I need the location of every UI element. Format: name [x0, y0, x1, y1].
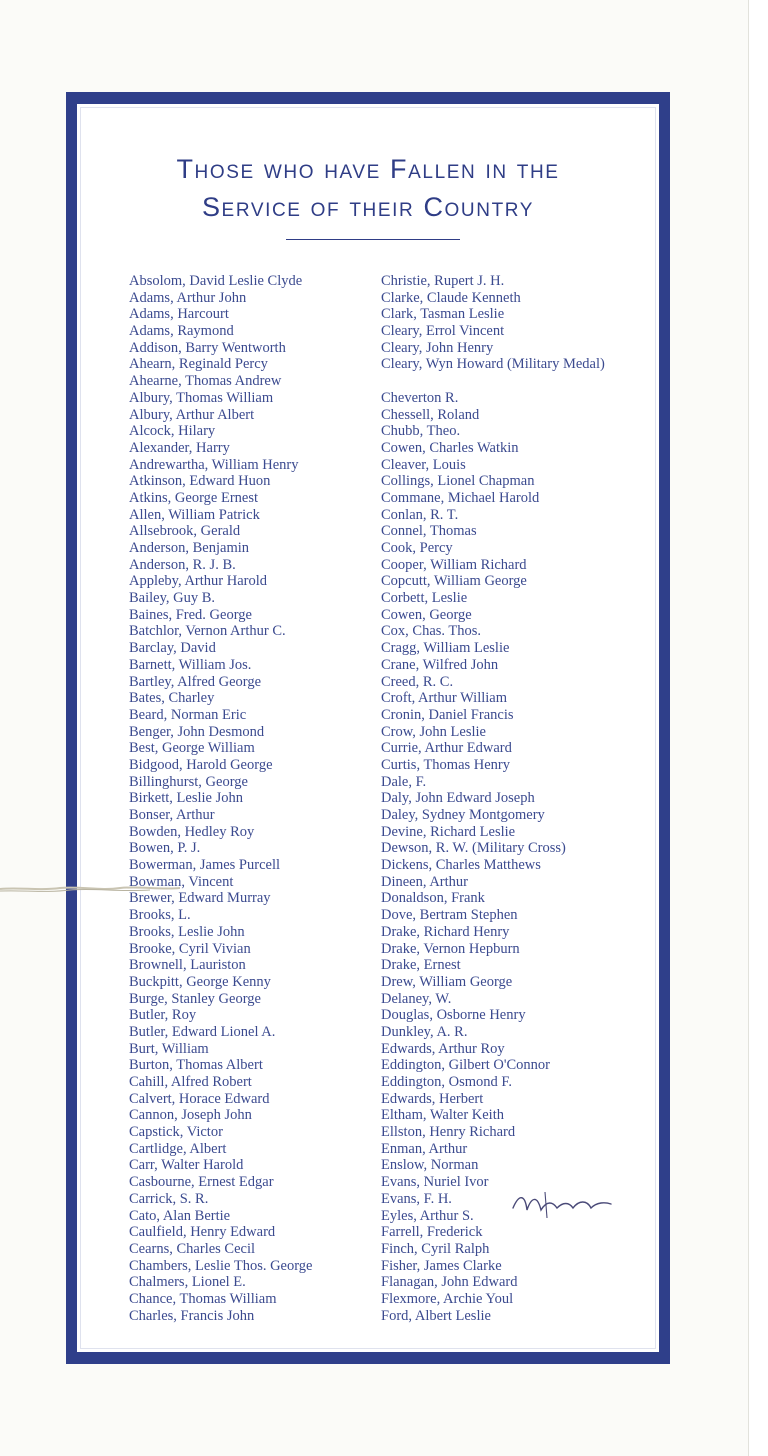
- name-entry: Douglas, Osborne Henry: [381, 1007, 526, 1024]
- name-entry: Cox, Chas. Thos.: [381, 623, 482, 640]
- name-entry: Cowen, George: [381, 606, 472, 623]
- name-entry: Cheverton R.: [381, 389, 459, 406]
- name-entry: Casbourne, Ernest Edgar: [129, 1174, 274, 1191]
- name-entry: Connel, Thomas: [381, 523, 477, 540]
- name-entry: Atkins, George Ernest: [129, 489, 258, 506]
- name-entry: Cearns, Charles Cecil: [129, 1240, 256, 1257]
- name-entry: Enslow, Norman: [381, 1157, 479, 1174]
- name-entry: Caulfield, Henry Edward: [129, 1224, 276, 1241]
- page-title: [77, 150, 659, 226]
- name-entry: Drake, Ernest: [381, 957, 461, 974]
- name-entry: Eltham, Walter Keith: [381, 1107, 504, 1124]
- name-entry: Finch, Cyril Ralph: [381, 1240, 490, 1257]
- name-entry: Charles, Francis John: [129, 1307, 255, 1324]
- memorial-border-frame: [66, 92, 670, 1364]
- name-entry: Flanagan, John Edward: [381, 1274, 518, 1291]
- name-entry: Andrewartha, William Henry: [129, 456, 299, 473]
- name-entry: Bowen, P. J.: [129, 840, 201, 857]
- name-entry: Cowen, Charles Watkin: [381, 439, 519, 456]
- name-entry: Creed, R. C.: [381, 673, 454, 690]
- title-divider: [286, 239, 460, 240]
- name-entry: Albury, Thomas William: [129, 389, 274, 406]
- names-column-left: [129, 273, 369, 1324]
- name-entry: Addison, Barry Wentworth: [129, 339, 286, 356]
- name-entry: Eddington, Osmond F.: [381, 1074, 512, 1091]
- name-entry: Chambers, Leslie Thos. George: [129, 1257, 313, 1274]
- name-entry: Cooper, William Richard: [381, 556, 527, 573]
- name-entry: Brooks, L.: [129, 907, 191, 924]
- name-entry: Benger, John Desmond: [129, 723, 265, 740]
- name-entry: Ahearne, Thomas Andrew: [129, 373, 282, 390]
- name-entry: Burge, Stanley George: [129, 990, 261, 1007]
- name-entry: Currie, Arthur Edward: [381, 740, 512, 757]
- name-entry: Dewson, R. W. (Military Cross): [381, 840, 566, 857]
- name-entry: Chance, Thomas William: [129, 1290, 277, 1307]
- name-entry: Brooks, Leslie John: [129, 923, 245, 940]
- name-entry: Adams, Harcourt: [129, 306, 229, 323]
- name-entry: Dunkley, A. R.: [381, 1023, 468, 1040]
- name-entry: Birkett, Leslie John: [129, 790, 243, 807]
- name-entry: Cronin, Daniel Francis: [381, 706, 514, 723]
- name-entry: Baines, Fred. George: [129, 606, 252, 623]
- name-entry: Curtis, Thomas Henry: [381, 756, 511, 773]
- name-entry: Crow, John Leslie: [381, 723, 486, 740]
- name-entry: Albury, Arthur Albert: [129, 406, 255, 423]
- name-entry: Appleby, Arthur Harold: [129, 573, 267, 590]
- name-entry: Crane, Wilfred John: [381, 656, 499, 673]
- name-entry: Ahearn, Reginald Percy: [129, 356, 268, 373]
- name-entry: Anderson, R. J. B.: [129, 556, 236, 573]
- name-entry: Copcutt, William George: [381, 573, 527, 590]
- name-entry: Conlan, R. T.: [381, 506, 459, 523]
- name-entry: Bailey, Guy B.: [129, 590, 216, 607]
- title-line-1: Those who have Fallen in the: [176, 154, 560, 184]
- name-entry: Buckpitt, George Kenny: [129, 973, 271, 990]
- name-entry: Bates, Charley: [129, 690, 215, 707]
- name-entry: Batchlor, Vernon Arthur C.: [129, 623, 286, 640]
- name-entry: Bowerman, James Purcell: [129, 857, 281, 874]
- name-entry: Enman, Arthur: [381, 1140, 468, 1157]
- name-entry: Clark, Tasman Leslie: [381, 306, 505, 323]
- name-entry: Atkinson, Edward Huon: [129, 473, 271, 490]
- name-entry: Croft, Arthur William: [381, 690, 508, 707]
- name-entry: Cleaver, Louis: [381, 456, 466, 473]
- name-entry: Dickens, Charles Matthews: [381, 857, 541, 874]
- name-entry: Carrick, S. R.: [129, 1190, 209, 1207]
- name-entry: Bowman, Vincent: [129, 873, 234, 890]
- name-entry: Cleary, Wyn Howard (Military Medal): [381, 356, 605, 373]
- name-entry: Evans, F. H.: [381, 1190, 452, 1207]
- name-entry: Brooke, Cyril Vivian: [129, 940, 251, 957]
- name-entry: Bonser, Arthur: [129, 807, 215, 823]
- name-entry: Adams, Arthur John: [129, 289, 247, 306]
- name-entry: Butler, Edward Lionel A.: [129, 1023, 276, 1040]
- name-entry: Bidgood, Harold George: [129, 756, 273, 773]
- name-entry: Butler, Roy: [129, 1007, 197, 1024]
- name-entry: Burton, Thomas Albert: [129, 1057, 263, 1074]
- name-entry: Dove, Bertram Stephen: [381, 907, 518, 924]
- name-entry: Cartlidge, Albert: [129, 1140, 227, 1157]
- name-entry: Carr, Walter Harold: [129, 1157, 244, 1174]
- name-entry: Absolom, David Leslie Clyde: [129, 273, 303, 289]
- name-entry: Flexmore, Archie Youl: [381, 1290, 514, 1307]
- name-entry: Eyles, Arthur S.: [381, 1207, 474, 1224]
- name-entry: Chubb, Theo.: [381, 423, 461, 440]
- name-entry: Burt, William: [129, 1040, 209, 1057]
- title-line-2: Service of their Country: [201, 192, 535, 222]
- name-entry: Donaldson, Frank: [381, 890, 485, 907]
- name-entry: Collings, Lionel Chapman: [381, 473, 535, 490]
- name-entry: Edwards, Herbert: [381, 1090, 484, 1107]
- name-entry: Cragg, William Leslie: [381, 640, 510, 657]
- name-entry: Barnett, William Jos.: [129, 656, 252, 673]
- name-entry: Allsebrook, Gerald: [129, 523, 241, 540]
- name-entry: Chessell, Roland: [381, 406, 480, 423]
- name-entry: Beard, Norman Eric: [129, 706, 247, 723]
- name-entry: Best, George William: [129, 740, 255, 757]
- name-entry: Capstick, Victor: [129, 1124, 223, 1141]
- name-entry: Allen, William Patrick: [129, 506, 260, 523]
- name-entry: Barclay, David: [129, 640, 216, 657]
- name-entry: Dineen, Arthur: [381, 873, 468, 890]
- name-entry: Bartley, Alfred George: [129, 673, 262, 690]
- name-entry: Clarke, Claude Kenneth: [381, 289, 521, 306]
- name-entry: Calvert, Horace Edward: [129, 1090, 270, 1107]
- name-entry: Eddington, Gilbert O'Connor: [381, 1057, 550, 1074]
- name-entry: Alcock, Hilary: [129, 423, 216, 440]
- name-entry: Cleary, Errol Vincent: [381, 323, 505, 340]
- name-entry: Daley, Sydney Montgomery: [381, 807, 545, 824]
- name-entry: Daly, John Edward Joseph: [381, 790, 535, 807]
- name-entry: Ellston, Henry Richard: [381, 1124, 516, 1141]
- name-entry: Cahill, Alfred Robert: [129, 1074, 252, 1090]
- name-entry: Drew, William George: [381, 973, 513, 990]
- name-entry: Drake, Richard Henry: [381, 923, 510, 940]
- name-entry: Billinghurst, George: [129, 773, 248, 790]
- name-entry: Cleary, John Henry: [381, 339, 494, 356]
- name-entry: Adams, Raymond: [129, 323, 234, 340]
- name-entry: Cato, Alan Bertie: [129, 1207, 231, 1224]
- name-entry: Alexander, Harry: [129, 439, 230, 456]
- name-entry: Cannon, Joseph John: [129, 1107, 252, 1124]
- name-entry: Bowden, Hedley Roy: [129, 823, 255, 840]
- name-entry: Delaney, W.: [381, 990, 452, 1007]
- paper-tear-mark: [0, 884, 180, 894]
- names-column-right: [381, 273, 617, 1324]
- name-entry: Drake, Vernon Hepburn: [381, 940, 520, 957]
- name-entry: Cook, Percy: [381, 540, 453, 557]
- name-entry: Christie, Rupert J. H.: [381, 273, 505, 289]
- name-entry: Dale, F.: [381, 773, 427, 790]
- name-entry: Farrell, Frederick: [381, 1224, 483, 1241]
- name-entry: Anderson, Benjamin: [129, 540, 250, 556]
- handwritten-annotation: [507, 1188, 627, 1222]
- name-entry: Commane, Michael Harold: [381, 489, 540, 506]
- name-entry: Ford, Albert Leslie: [381, 1307, 491, 1324]
- name-entry: Brownell, Lauriston: [129, 957, 246, 974]
- name-entry: Chalmers, Lionel E.: [129, 1274, 246, 1291]
- name-entry: Evans, Nuriel Ivor: [381, 1174, 489, 1191]
- name-entry: Edwards, Arthur Roy: [381, 1040, 505, 1057]
- name-entry: Devine, Richard Leslie: [381, 823, 516, 840]
- name-entry: Brewer, Edward Murray: [129, 890, 271, 907]
- name-entry: Fisher, James Clarke: [381, 1257, 502, 1274]
- name-entry: Corbett, Leslie: [381, 590, 468, 607]
